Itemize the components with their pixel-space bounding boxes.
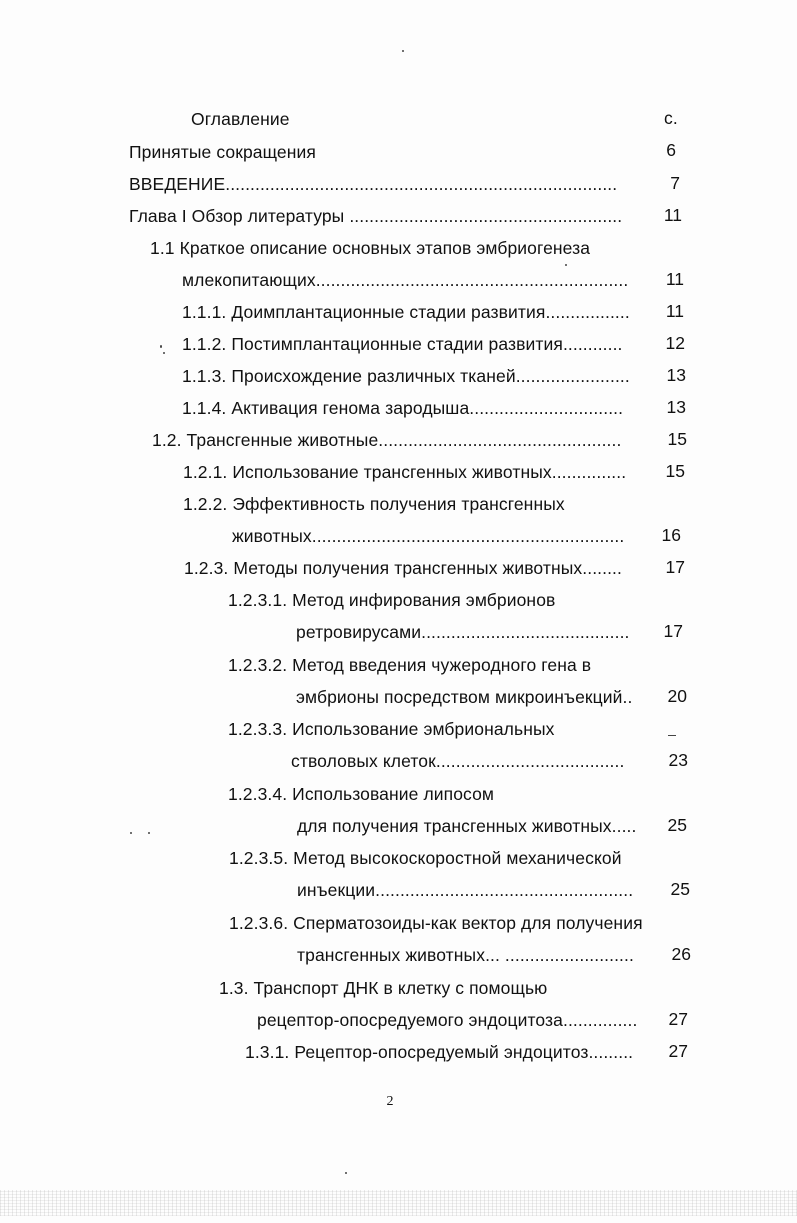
toc-entry: рецептор-опосредуемого эндоцитоза............... [257,1010,638,1030]
scan-speck [565,264,567,266]
toc-entry: 1.2.2. Эффективность получения трансгенных [183,494,565,514]
toc-entry: 1.2. Трансгенные животные................................................. [152,430,622,450]
toc-entry: Принятые сокращения [129,142,316,162]
scan-speck [668,735,676,736]
scan-noise-strip [0,1190,797,1216]
toc-entry-page: 11 [665,269,684,289]
toc-entry: 1.2.3.5. Метод высокоскоростной механической [229,848,622,868]
toc-entry-page: 13 [666,397,686,417]
toc-entry: эмбрионы посредством микроинъекций.. [296,687,633,707]
toc-entry-page: 11 [663,205,682,225]
page-column-header: с. [664,108,678,128]
scan-speck [163,352,165,354]
toc-entry: 1.1.4. Активация генома зародыша............................... [182,398,624,418]
toc-entry: 1.1.3. Происхождение различных тканей....................... [182,366,630,386]
toc-entry: Глава I Обзор литературы ....................................................... [129,206,623,226]
toc-entry: 1.1.1. Доимплантационные стадии развития................. [182,302,630,322]
toc-entry: 1.1.2. Постимплантационные стадии развития............ [182,334,623,354]
toc-entry: животных............................................................... [232,526,625,546]
toc-entry-page: 20 [667,686,687,706]
toc-entry: 1.2.3.4. Использование липосом [228,784,495,804]
toc-entry-page: 6 [666,140,676,160]
toc-entry-page: 17 [665,557,685,577]
toc-entry: 1.2.3. Методы получения трансгенных животных........ [184,558,622,578]
scan-speck [130,832,132,834]
toc-entry: ретровирусами.......................................... [296,622,630,642]
toc-entry: стволовых клеток...................................... [291,751,625,771]
scan-speck [345,1172,347,1174]
toc-entry: 1.3.1. Рецептор-опосредуемый эндоцитоз......... [245,1042,634,1062]
toc-entry: трансгенных животных... .......................... [297,945,634,965]
page-number: 2 [386,1094,394,1109]
toc-entry-page: 7 [670,173,680,193]
toc-entry: млекопитающих............................................................... [182,270,629,290]
toc-entry-page: 11 [665,301,684,321]
toc-entry-page: 13 [666,365,686,385]
toc-entry-page: 15 [667,429,687,449]
toc-heading: Оглавление [191,109,290,129]
toc-entry: инъекции.................................................... [297,880,634,900]
toc-entry-page: 27 [668,1041,688,1061]
toc-entry-page: 16 [661,525,681,545]
toc-entry-page: 27 [668,1009,688,1029]
scan-speck [148,832,150,834]
toc-entry: 1.2.1. Использование трансгенных животных............... [183,462,627,482]
toc-entry-page: 23 [668,750,688,770]
toc-entry: ВВЕДЕНИЕ............................................................................... [129,174,618,194]
toc-entry-page: 12 [665,333,685,353]
toc-entry: 1.2.3.1. Метод инфирования эмбрионов [228,590,556,610]
toc-entry-page: 15 [665,461,685,481]
scan-speck [160,345,162,348]
toc-entry: 1.1 Краткое описание основных этапов эмбриогенеза [150,238,591,258]
toc-entry-page: 25 [667,815,687,835]
toc-entry: для получения трансгенных животных..... [297,816,637,836]
toc-entry-page: 25 [670,879,690,899]
toc-entry: 1.2.3.6. Сперматозоиды-как вектор для получения [229,913,643,933]
toc-entry: 1.2.3.3. Использование эмбриональных [228,719,555,739]
scan-speck [402,50,404,52]
toc-entry-page: 17 [663,621,683,641]
toc-entry-page: 26 [671,944,691,964]
toc-entry: 1.3. Транспорт ДНК в клетку с помощью [219,978,548,998]
toc-entry: 1.2.3.2. Метод введения чужеродного гена в [228,655,592,675]
